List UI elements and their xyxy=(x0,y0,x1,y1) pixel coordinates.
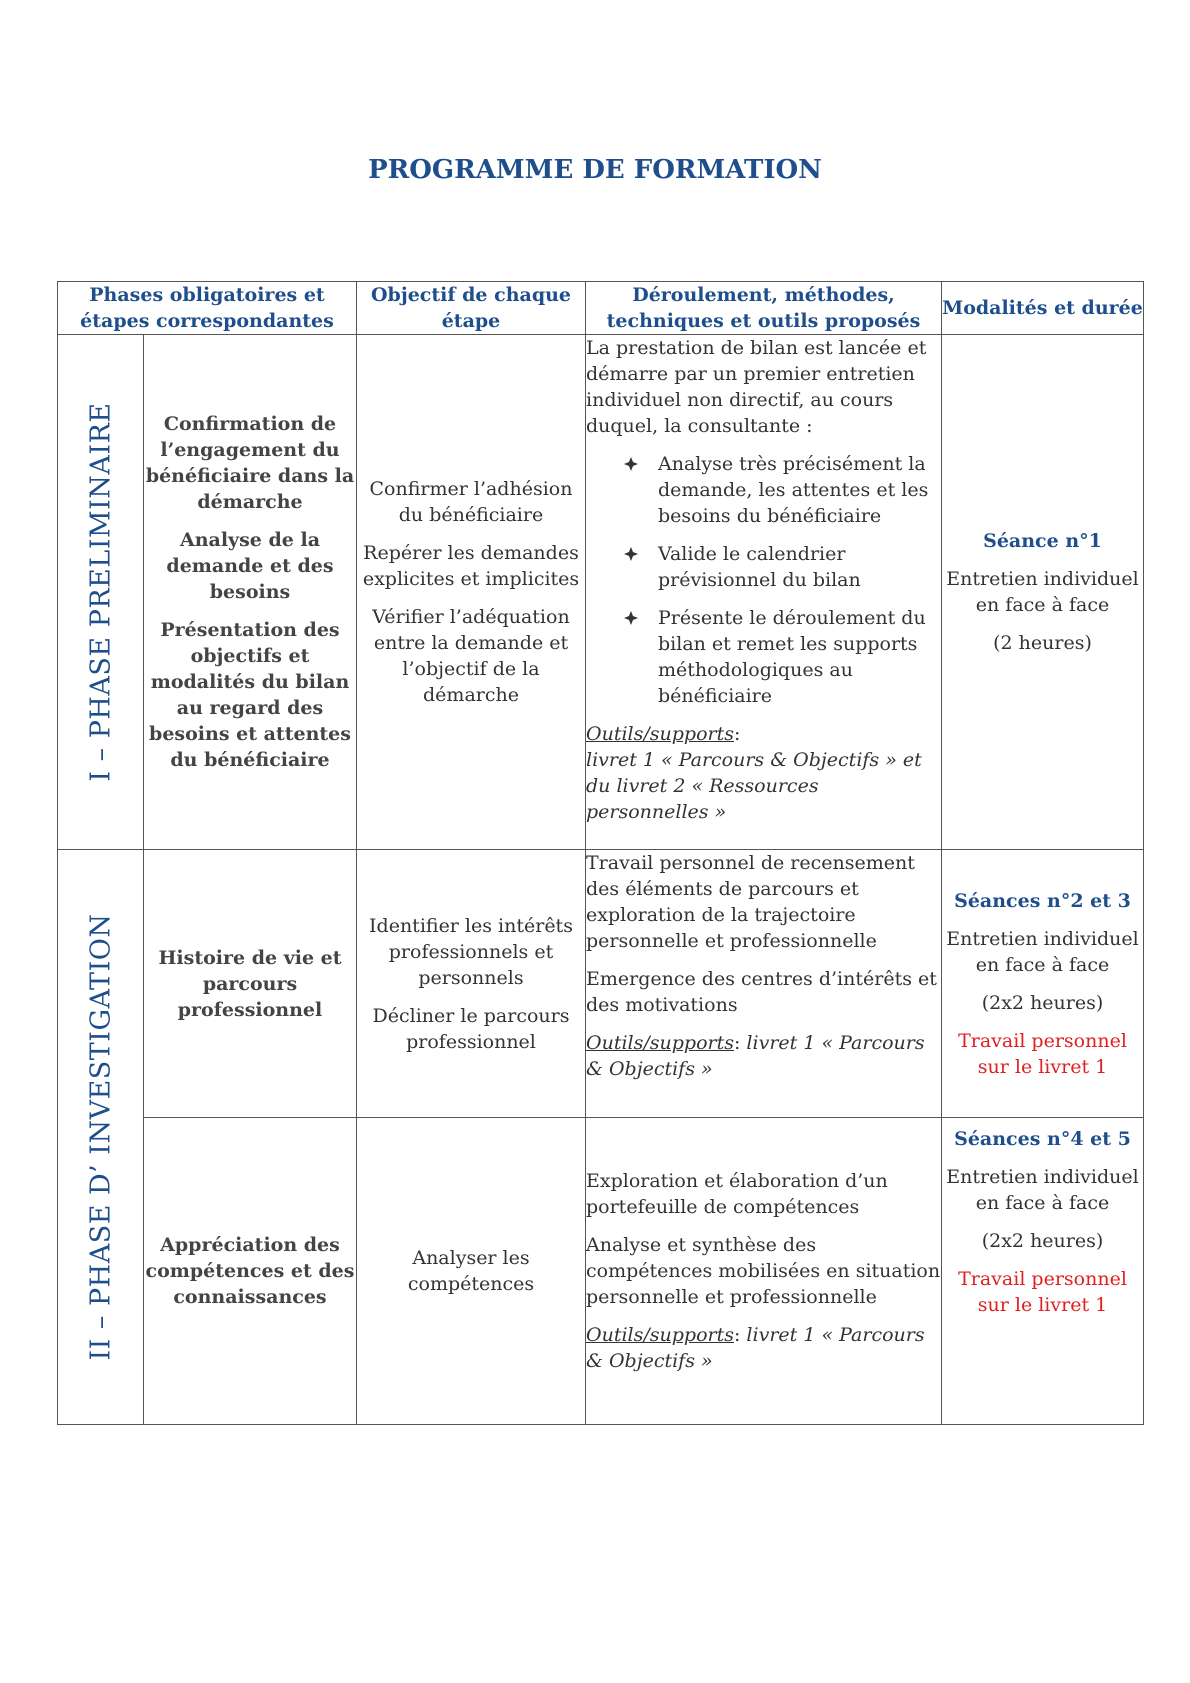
bullet-item xyxy=(586,451,941,529)
page-title: PROGRAMME DE FORMATION xyxy=(368,155,822,185)
bullet-list xyxy=(586,451,941,709)
header-modalites: Modalités et durée xyxy=(942,282,1144,335)
step-item: Présentation des objectifs et modalités du bilan au regard des besoins et attentes du bénéficiaire xyxy=(149,619,351,771)
phase-2b-deroulement xyxy=(586,1118,942,1425)
tools-text: livret 1 « Parcours & Objectifs » et du livret 2 « Ressources personnelles » xyxy=(586,749,922,823)
tools-label: Outils/supports xyxy=(586,723,734,745)
phase-2-row-a xyxy=(58,850,1144,1118)
tools-supports xyxy=(586,1322,941,1374)
deroulement-para: Travail personnel de recensement des éléments de parcours et exploration de la trajectoire personnelle et professionnelle xyxy=(586,852,915,952)
phase-2b-objectives xyxy=(357,1118,586,1425)
phase-1-row xyxy=(58,335,1144,850)
objective-item: Repérer les demandes explicites et implicites xyxy=(362,542,580,590)
tools-label: Outils/supports xyxy=(586,1324,734,1346)
deroulement-para: Analyse et synthèse des compétences mobilisées en situation personnelle et professionnelle xyxy=(586,1234,941,1308)
session-mode: Entretien individuel en face à face xyxy=(946,568,1139,616)
phase-2-cell xyxy=(58,850,144,1425)
step-item: Analyse de la demande et des besoins xyxy=(166,529,334,603)
phase-2b-modalites xyxy=(942,1118,1144,1425)
header-objectif: Objectif de chaque étape xyxy=(357,282,586,335)
bullet-item xyxy=(586,605,941,709)
objective-item: Identifier les intérêts professionnels et personnels xyxy=(369,914,573,989)
step-item: Histoire de vie et parcours professionnel xyxy=(158,946,342,1021)
objective-item: Analyser les compétences xyxy=(407,1247,535,1295)
session-label: Séances n°2 et 3 xyxy=(954,889,1131,912)
header-deroulement: Déroulement, méthodes, techniques et outils proposés xyxy=(586,282,942,335)
phase-1-deroulement xyxy=(586,335,942,850)
phase-1-objectives xyxy=(357,335,586,850)
tools-supports xyxy=(586,1030,941,1082)
bullet-text: Valide le calendrier prévisionnel du bilan xyxy=(658,543,861,591)
bullet-item xyxy=(586,541,941,593)
tools-label: Outils/supports xyxy=(586,1032,734,1054)
diamond-bullet-icon xyxy=(624,611,638,625)
tools-separator: : xyxy=(733,1324,741,1346)
bullet-text: Présente le déroulement du bilan et remet les supports méthodologiques au bénéficiaire xyxy=(658,607,926,707)
phase-2a-deroulement xyxy=(586,850,942,1118)
phase-2a-objectives xyxy=(357,850,586,1118)
session-mode: Entretien individuel en face à face xyxy=(946,927,1139,976)
bullet-text: Analyse très précisément la demande, les attentes et les besoins du bénéficiaire xyxy=(658,453,929,527)
phase-2b-step xyxy=(144,1118,357,1425)
session-duration: (2 heures) xyxy=(993,632,1092,654)
tools-text: livret 1 « Parcours & Objectifs » xyxy=(586,1324,925,1372)
deroulement-para: Emergence des centres d’intérêts et des motivations xyxy=(586,968,937,1016)
diamond-bullet-icon xyxy=(624,547,638,561)
phase-1-label: I – PHASE PRELIMINAIRE xyxy=(85,402,116,782)
tools-separator: : xyxy=(733,1032,741,1054)
header-row xyxy=(58,282,1144,335)
step-item: Confirmation de l’engagement du bénéficiaire dans la démarche xyxy=(145,413,355,513)
phase-1-modalites xyxy=(942,335,1144,850)
step-item: Appréciation des compétences et des connaissances xyxy=(145,1234,355,1308)
phase-2a-step xyxy=(144,850,357,1118)
objective-item: Décliner le parcours professionnel xyxy=(372,1004,570,1053)
session-label: Séance n°1 xyxy=(983,530,1102,552)
objective-item: Confirmer l’adhésion du bénéficiaire xyxy=(369,478,573,526)
phase-2-row-b xyxy=(58,1118,1144,1425)
session-note: Travail personnel sur le livret 1 xyxy=(958,1268,1127,1316)
header-phases: Phases obligatoires et étapes correspondantes xyxy=(58,282,357,335)
diamond-bullet-icon xyxy=(624,457,638,471)
tools-supports xyxy=(586,721,941,825)
session-label: Séances n°4 et 5 xyxy=(954,1128,1131,1150)
session-duration: (2x2 heures) xyxy=(981,991,1104,1014)
session-mode: Entretien individuel en face à face xyxy=(946,1166,1139,1214)
session-duration: (2x2 heures) xyxy=(981,1230,1104,1252)
programme-table xyxy=(57,281,1144,1425)
tools-text: livret 1 « Parcours & Objectifs » xyxy=(586,1032,925,1080)
tools-separator: : xyxy=(733,723,741,745)
phase-1-cell xyxy=(58,335,144,850)
deroulement-intro: La prestation de bilan est lancée et démarre par un premier entretien individuel non directif, au cours duquel, la consultante : xyxy=(586,337,927,437)
session-note: Travail personnel sur le livret 1 xyxy=(958,1029,1127,1078)
phase-2a-modalites xyxy=(942,850,1144,1118)
phase-1-steps xyxy=(144,335,357,850)
phase-2-label: II – PHASE D’ INVESTIGATION xyxy=(85,913,116,1361)
objective-item: Vérifier l’adéquation entre la demande et l’objectif de la démarche xyxy=(372,606,570,706)
deroulement-para: Exploration et élaboration d’un portefeuille de compétences xyxy=(586,1170,888,1218)
